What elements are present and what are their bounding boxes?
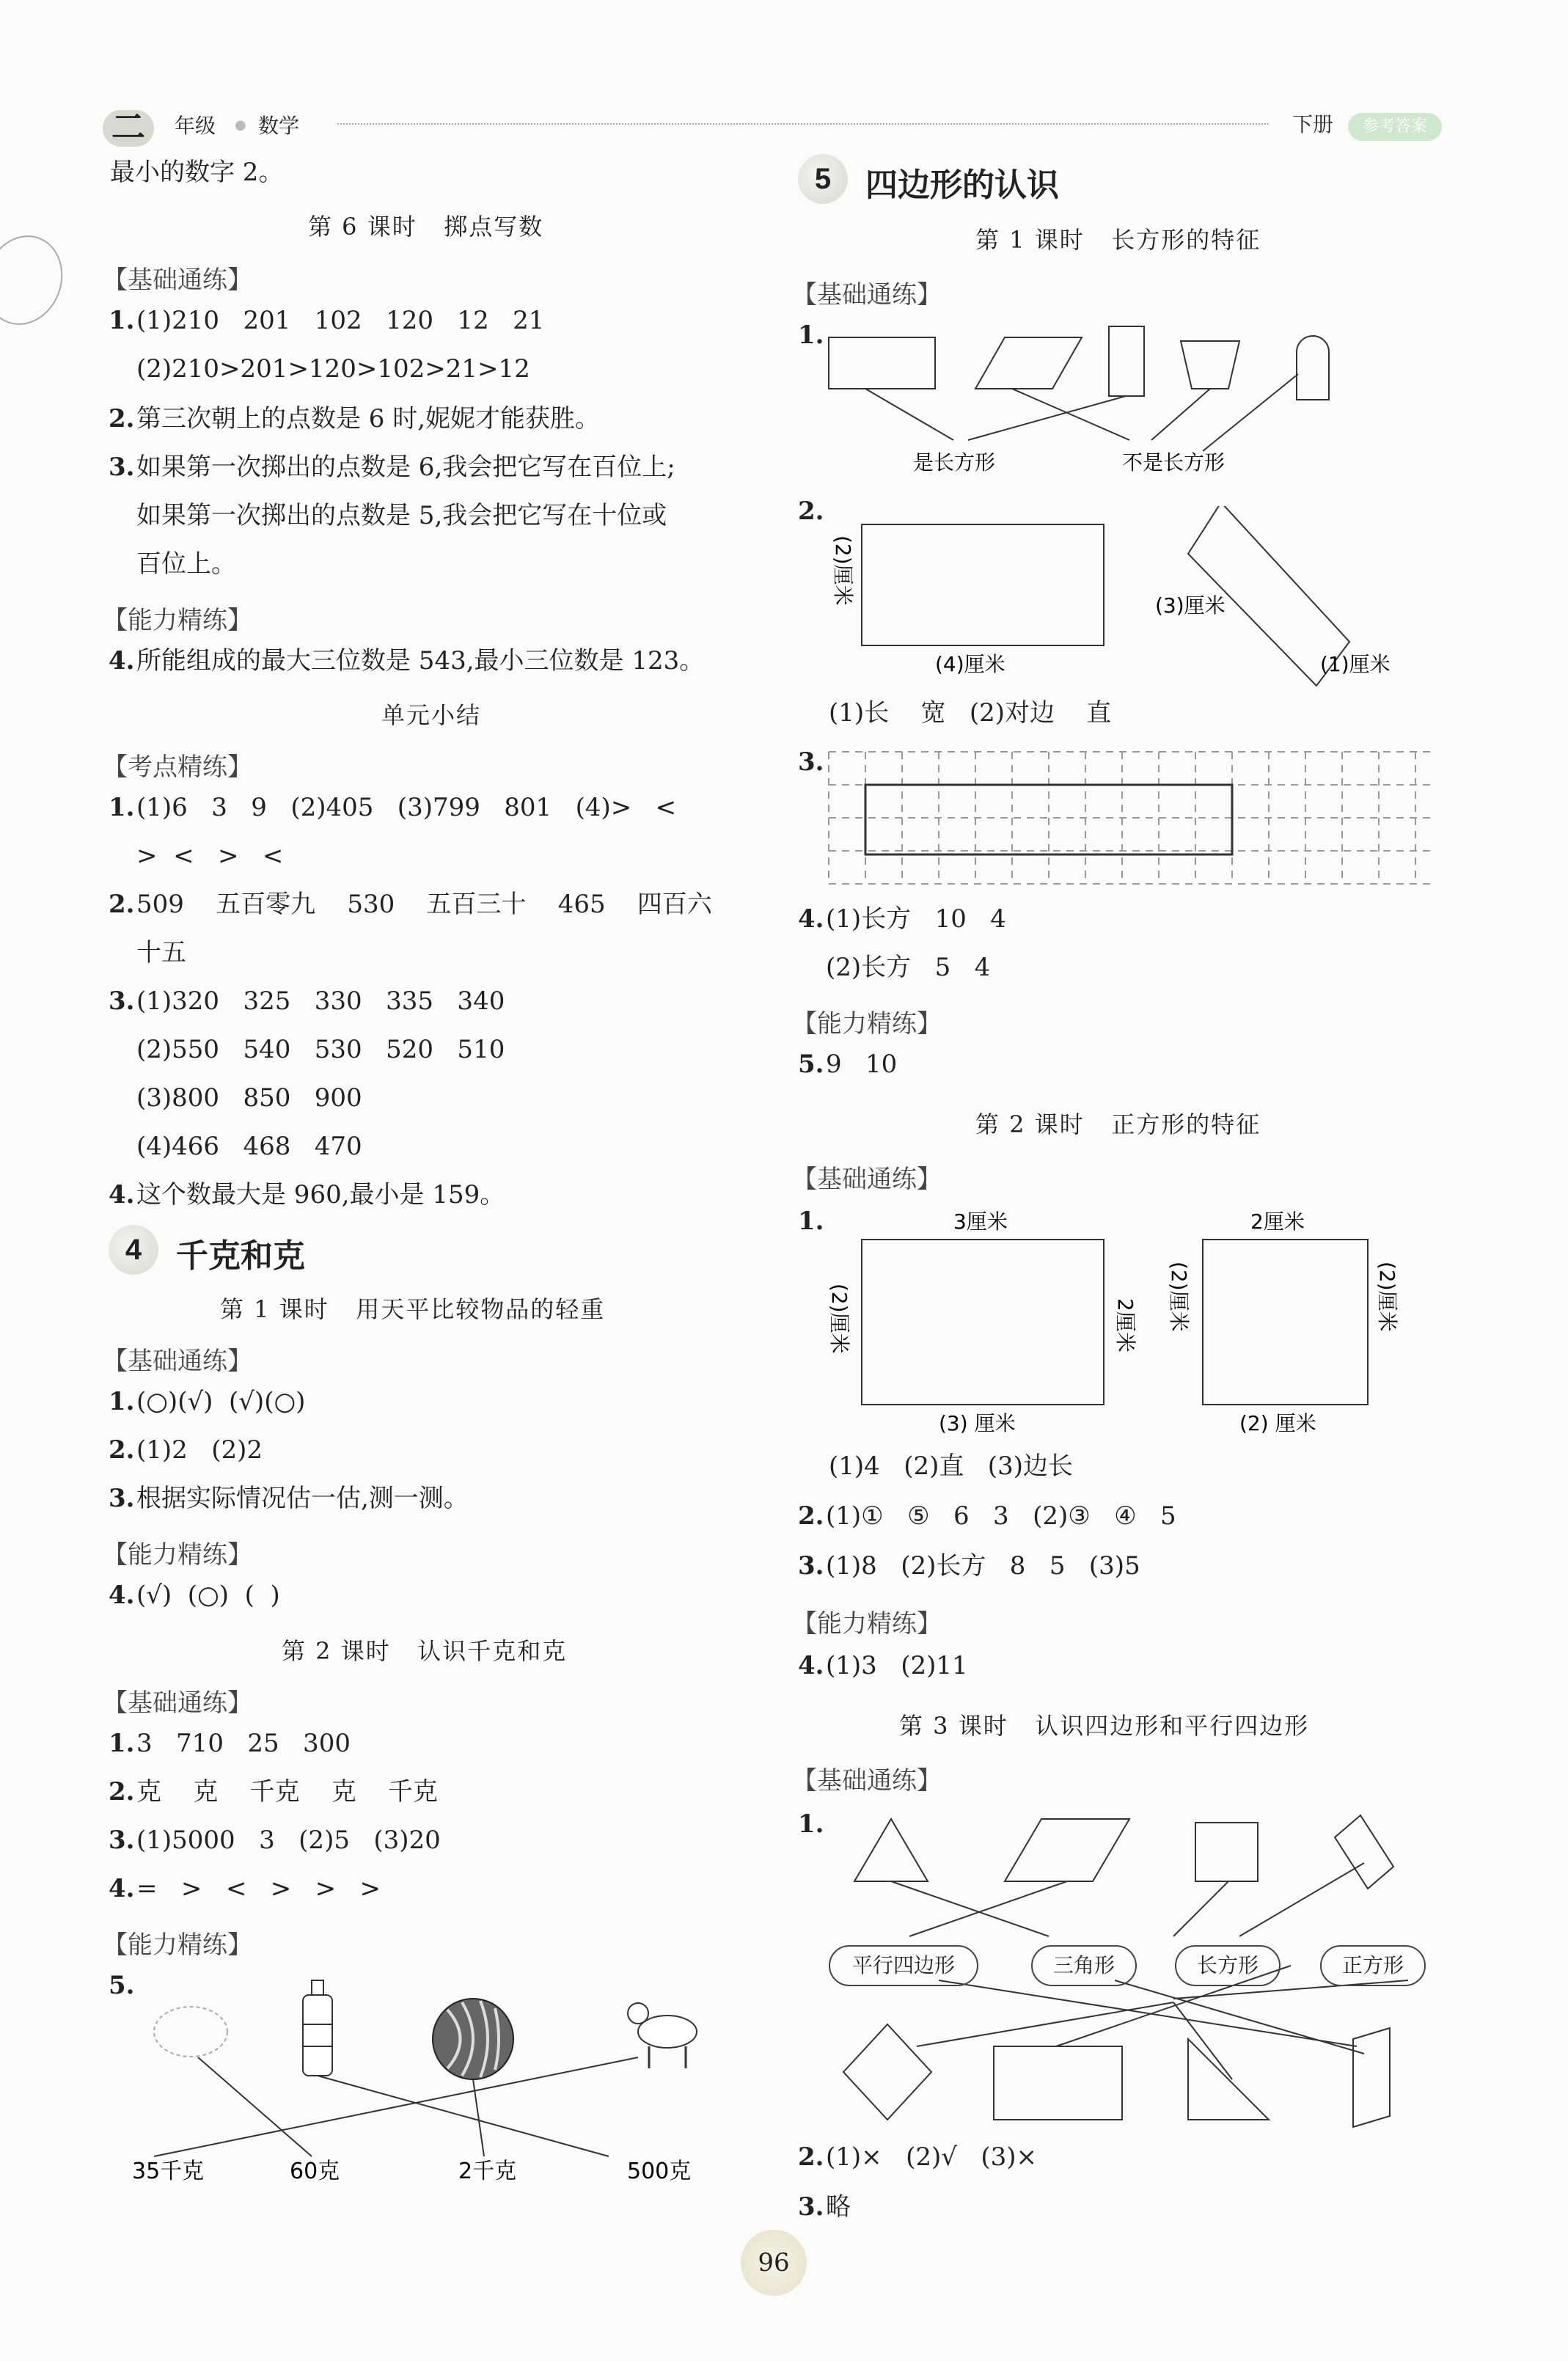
grade-char: 二 <box>111 107 145 147</box>
s2a: 509 五百零九 530 五百三十 465 四百六 <box>136 890 712 919</box>
dim-label-3: (3)厘米 <box>1155 593 1226 618</box>
water-bottle-icon <box>303 1980 332 2076</box>
weight-label: 60克 <box>290 2159 340 2184</box>
grid-figure <box>825 748 1434 887</box>
q-num: 2. <box>109 1777 135 1807</box>
s3b: (2)550 540 530 520 510 <box>136 1035 505 1064</box>
pill-parallelogram: 平行四边形 <box>829 1945 978 1986</box>
section-ability-3: 【能力精练】 <box>103 1930 252 1960</box>
side-stamp <box>0 224 75 336</box>
q-num: 4. <box>109 646 135 676</box>
q-num: 2. <box>109 890 135 919</box>
r2-answer: (1)长 宽 (2)对边 直 <box>829 698 1112 728</box>
match-line <box>198 2057 312 2156</box>
q-num: 3. <box>798 747 824 777</box>
dim-label-4: (4)厘米 <box>935 652 1005 676</box>
section-basic-r1: 【基础通练】 <box>792 280 942 310</box>
r4b: (2)长方 5 4 <box>826 953 991 982</box>
goat-icon <box>628 2003 697 2068</box>
p2: (1)① ⑤ 6 3 (2)③ ④ 5 <box>826 1501 1176 1531</box>
q4: 所能组成的最大三位数是 543,最小三位数是 123。 <box>136 646 705 676</box>
sq2-bottom-label-2: (2) 厘米 <box>1239 1411 1316 1435</box>
unit-4-lesson-1: 第 1 课时 用天平比较物品的轻重 <box>220 1295 606 1323</box>
k3: 根据实际情况估一估,测一测。 <box>136 1484 469 1513</box>
q-num: 1. <box>109 1729 135 1758</box>
k2: (1)2 (2)2 <box>136 1435 263 1465</box>
s3a: (1)320 325 330 335 340 <box>136 987 505 1016</box>
m1: 3 710 25 300 <box>136 1729 351 1758</box>
q1b: (2)210>201>120>102>21>12 <box>136 354 530 384</box>
header <box>0 0 1568 154</box>
left-line0: 最小的数字 2。 <box>110 158 284 187</box>
section-basic-r3: 【基础通练】 <box>792 1766 942 1796</box>
s2b: 十五 <box>136 938 186 967</box>
q-num: 3. <box>109 1826 135 1855</box>
m2: 克 克 千克 克 千克 <box>136 1777 438 1807</box>
page-number-badge <box>741 2230 807 2296</box>
unit-4-lesson-2: 第 2 课时 认识千克和克 <box>282 1637 568 1665</box>
unit-5-number: 5 <box>798 154 848 204</box>
p1-answer: (1)4 (2)直 (3)边长 <box>829 1452 1073 1481</box>
k1: (○)(√) (√)(○) <box>136 1387 306 1416</box>
rect-measure-figure <box>821 506 1452 689</box>
s4: 这个数最大是 960,最小是 159。 <box>136 1180 505 1209</box>
unit-5-lesson-2: 第 2 课时 正方形的特征 <box>975 1110 1261 1138</box>
s1a: (1)6 3 9 (2)405 (3)799 801 (4)> < <box>136 793 677 822</box>
p4: (1)3 (2)11 <box>826 1651 968 1680</box>
q-num: 1. <box>798 1207 824 1236</box>
q-num: 4. <box>109 1581 135 1610</box>
answer-badge <box>1348 113 1442 141</box>
q3c: 百位上。 <box>136 549 236 579</box>
answer-badge-text: 参考答案 <box>1362 117 1427 136</box>
q-num: 4. <box>798 1651 824 1680</box>
weight-label: 500克 <box>627 2159 692 2184</box>
weights-figure <box>125 1966 711 2186</box>
section-ability-1: 【能力精练】 <box>103 606 252 635</box>
dim-label-1: (1)厘米 <box>1320 652 1391 676</box>
sq-left-label: (2)厘米 <box>827 1284 851 1354</box>
unit-4-title: 千克和克 <box>176 1237 305 1275</box>
sq-bottom-label-3: (3) 厘米 <box>939 1411 1016 1435</box>
q-num: 3. <box>798 2192 824 2222</box>
feather-icon <box>154 2007 227 2057</box>
k4: (√) (○) ( ) <box>136 1581 280 1610</box>
q-num: 4. <box>109 1874 135 1903</box>
unit-5-lesson-1: 第 1 课时 长方形的特征 <box>975 226 1261 254</box>
pill-triangle: 三角形 <box>1031 1945 1137 1986</box>
section-basic-3: 【基础通练】 <box>103 1688 252 1718</box>
q2: 第三次朝上的点数是 6 时,妮妮才能获胜。 <box>136 404 601 433</box>
unit-4-number: 4 <box>109 1225 158 1275</box>
header-dot: ● <box>235 117 246 133</box>
m4: = > < > > > <box>136 1874 381 1903</box>
section-ability-r1: 【能力精练】 <box>792 1009 942 1039</box>
m3: (1)5000 3 (2)5 (3)20 <box>136 1826 441 1855</box>
q3a: 如果第一次掷出的点数是 6,我会把它写在百位上; <box>136 453 675 482</box>
q-num: 1. <box>109 1387 135 1416</box>
watermelon-icon <box>433 1999 513 2079</box>
match-line <box>154 2057 638 2156</box>
label-not-rectangle: 不是长方形 <box>1122 450 1226 475</box>
header-rule <box>337 123 1269 125</box>
q-num: 2. <box>798 2142 824 2172</box>
q-num: 1. <box>109 793 135 822</box>
subject-label: 数学 <box>258 114 300 138</box>
q1a: (1)210 201 102 120 12 21 <box>136 306 545 335</box>
t3: 略 <box>826 2192 851 2222</box>
sq2-top-label-2cm: 2厘米 <box>1250 1209 1305 1234</box>
section-ability-2: 【能力精练】 <box>103 1540 252 1570</box>
page-number: 96 <box>758 2248 790 2277</box>
sq-top-label-3cm: 3厘米 <box>953 1209 1008 1234</box>
unit-summary-title: 单元小结 <box>381 701 482 729</box>
q-num: 2. <box>798 497 824 526</box>
q-num: 4. <box>798 904 824 934</box>
volume-label: 下册 <box>1292 112 1334 136</box>
sq-right-label-2cm: 2厘米 <box>1113 1298 1137 1352</box>
s3d: (4)466 468 470 <box>136 1132 362 1161</box>
p3: (1)8 (2)长方 8 5 (3)5 <box>826 1551 1140 1581</box>
weight-label: 2千克 <box>458 2159 517 2184</box>
sq2-right-label: (2)厘米 <box>1375 1262 1399 1332</box>
pill-square: 正方形 <box>1320 1945 1426 1986</box>
q-num: 1. <box>798 321 824 350</box>
weight-label: 35千克 <box>132 2159 205 2184</box>
section-basic-r2: 【基础通练】 <box>792 1165 942 1194</box>
section-basic-2: 【基础通练】 <box>103 1347 252 1376</box>
pill-rectangle: 长方形 <box>1175 1945 1281 1986</box>
section-basic-1: 【基础通练】 <box>103 266 252 295</box>
r5: 9 10 <box>826 1050 898 1079</box>
q-num: 3. <box>109 987 135 1016</box>
q-num: 3. <box>109 453 135 482</box>
q-num: 5. <box>798 1050 824 1079</box>
q-num: 1. <box>109 306 135 335</box>
q3b: 如果第一次掷出的点数是 5,我会把它写在十位或 <box>136 501 667 530</box>
q-num: 2. <box>109 1435 135 1465</box>
q-num: 3. <box>109 1484 135 1513</box>
q-num: 3. <box>798 1551 824 1581</box>
q-num: 1. <box>798 1809 824 1839</box>
r4a: (1)长方 10 4 <box>826 904 1006 934</box>
section-ability-r2: 【能力精练】 <box>792 1609 942 1639</box>
lesson-6-title: 第 6 课时 掷点写数 <box>308 213 544 241</box>
square-measure-figure <box>821 1203 1452 1438</box>
sq2-left-label: (2)厘米 <box>1167 1262 1191 1332</box>
s1b: > < > < <box>136 841 284 871</box>
q-num: 2. <box>109 404 135 433</box>
unit-5-title: 四边形的认识 <box>865 166 1059 204</box>
q-num: 4. <box>109 1180 135 1209</box>
label-is-rectangle: 是长方形 <box>913 450 996 475</box>
shape-classify-figure <box>821 323 1349 484</box>
q-num: 5. <box>109 1971 135 2000</box>
q-num: 2. <box>798 1501 824 1531</box>
unit-5-lesson-3: 第 3 课时 认识四边形和平行四边形 <box>899 1712 1310 1740</box>
t2: (1)× (2)√ (3)× <box>826 2142 1037 2172</box>
section-exam: 【考点精练】 <box>103 753 252 782</box>
dim-label-2: (2)厘米 <box>831 535 855 606</box>
grade-label: 年级 <box>175 114 216 138</box>
s3c: (3)800 850 900 <box>136 1083 362 1113</box>
match-line <box>318 2076 609 2156</box>
